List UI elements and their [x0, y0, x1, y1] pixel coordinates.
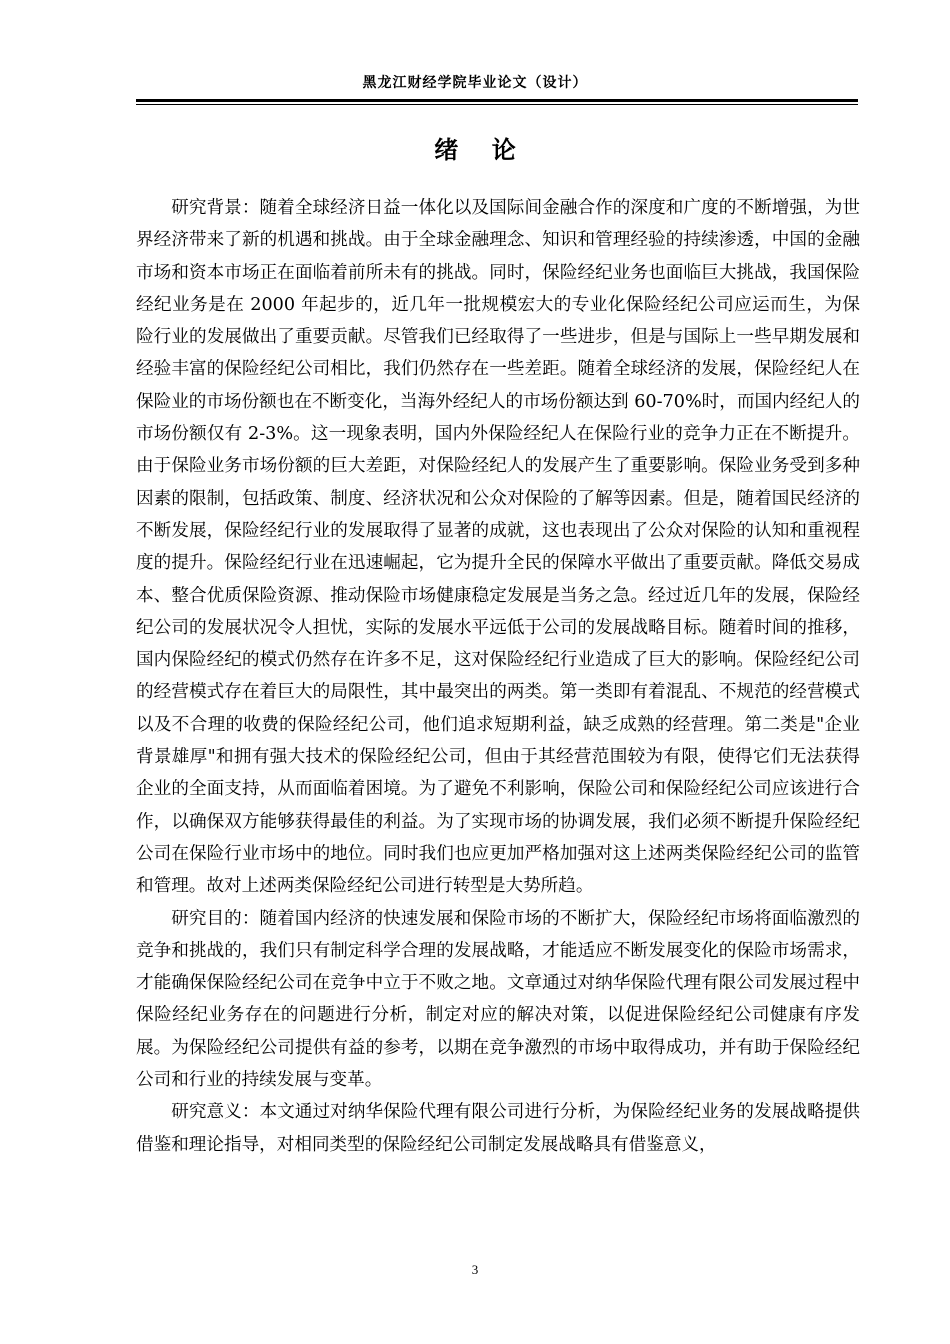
running-header: 黑龙江财经学院毕业论文（设计） — [362, 75, 588, 91]
header-rule-thin — [136, 104, 858, 105]
header-rule-thick — [136, 99, 858, 102]
body-text — [136, 192, 860, 1161]
paragraph-research-significance: 研究意义：本文通过对纳华保险代理有限公司进行分析，为保险经纪业务的发展战略提供借鉴和理论指导，对相同类型的保险经纪公司制定发展战略具有借鉴意义， — [136, 1102, 860, 1155]
paragraph-research-purpose: 研究目的：随着国内经济的快速发展和保险市场的不断扩大，保险经纪市场将面临激烈的竞争和挑战的，我们只有制定科学合理的发展战略，才能适应不断发展变化的保险市场需求，才能确保保险经纪公司在竞争中立于不败之地。文章通过对纳华保险代理有限公司发展过程中保险经纪业务存在的问题进行分析，制定对应的解决对策，以促进保险经纪公司健康有序发展。为保险经纪公司提供有益的参考，以期在竞争激烈的市场中取得成功，并有助于保险经纪公司和行业的持续发展与变革。 — [136, 908, 860, 1091]
paragraph-research-background: 研究背景：随着全球经济日益一体化以及国际间金融合作的深度和广度的不断增强，为世界经济带来了新的机遇和挑战。由于全球金融理念、知识和管理经验的持续渗透，中国的金融市场和资本市场正在面临着前所未有的挑战。同时，保险经纪业务也面临巨大挑战，我国保险经纪业务是在 2000 年起步的，近几年一批规模宏大的专业化保险经纪公司应运而生，为保险行业的发展做出了重要贡献。尽管我们已经取得了一些进步，但是与国际上一些早期发展和经验丰富的保险经纪公司相比，我们仍然存在一些差距。随着全球经济的发展，保险经纪人在保险业的市场份额也在不断变化，当海外经纪人的市场份额达到 60-70%时，而国内经纪人的市场份额仅有 2-3%。这一现象表明，国内外保险经纪人在保险行业的竞争力正在不断提升。由于保险业务市场份额的巨大差距，对保险经纪人的发展产生了重要影响。保险业务受到多种因素的限制，包括政策、制度、经济状况和公众对保险的了解等因素。但是，随着国民经济的不断发展，保险经纪行业的发展取得了显著的成就，这也表现出了公众对保险的认知和重视程度的提升。保险经纪行业在迅速崛起，它为提升全民的保障水平做出了重要贡献。降低交易成本、整合优质保险资源、推动保险市场健康稳定发展是当务之急。经过近几年的发展，保险经纪公司的发展状况令人担忧，实际的发展水平远低于公司的发展战略目标。随着时间的推移，国内保险经纪的模式仍然存在许多不足，这对保险经纪行业造成了巨大的影响。保险经纪公司的经营模式存在着巨大的局限性，其中最突出的两类。第一类即有着混乱、不规范的经营模式以及不合理的收费的保险经纪公司，他们追求短期利益，缺乏成熟的经营理。第二类是"企业背景雄厚"和拥有强大技术的保险经纪公司，但由于其经营范围较为有限，使得它们无法获得企业的全面支持，从而面临着困境。为了避免不利影响，保险公司和保险经纪公司应该进行合作，以确保双方能够获得最佳的利益。为了实现市场的协调发展，我们必须不断提升保险经纪公司在保险行业市场中的地位。同时我们也应更加严格加强对这上述两类保险经纪公司的监管和管理。故对上述两类保险经纪公司进行转型是大势所趋。 — [136, 198, 861, 897]
section-title: 绪 论 — [434, 136, 516, 164]
page-number: 3 — [471, 1262, 479, 1277]
